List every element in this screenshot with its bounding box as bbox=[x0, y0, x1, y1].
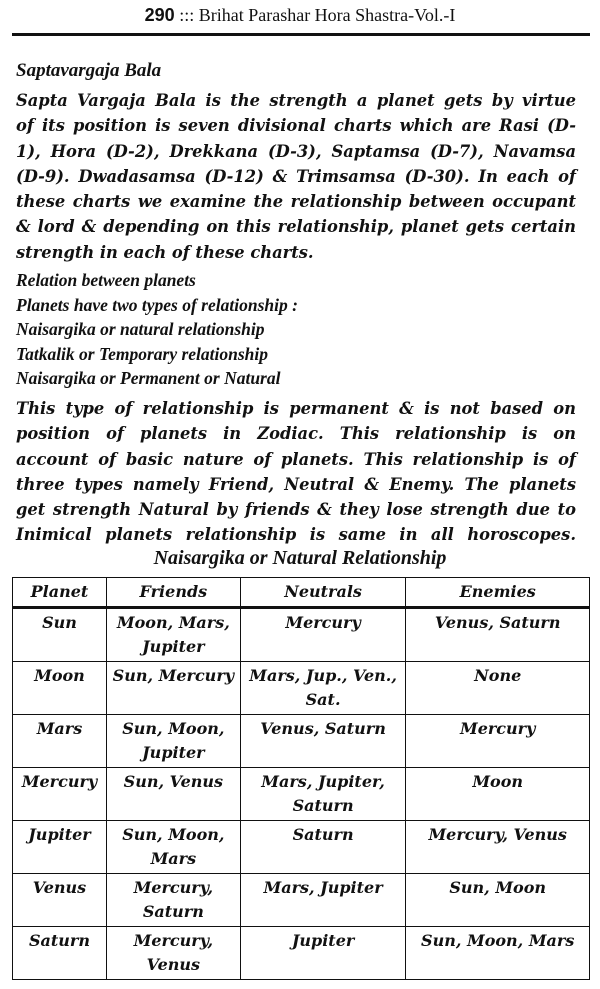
friends-cell: Sun, Venus bbox=[106, 768, 240, 821]
page-number: 290 bbox=[144, 5, 175, 25]
text-line: 1), Hora (D-2), Drekkana (D-3), Saptamsa (D-7), Navamsa bbox=[16, 141, 576, 161]
table-row bbox=[13, 768, 590, 821]
relationship-table bbox=[12, 577, 590, 980]
enemies-cell: Sun, Moon, Mars bbox=[406, 927, 590, 980]
friends-cell: Sun, Moon, Mars bbox=[106, 821, 240, 874]
table-row bbox=[13, 715, 590, 768]
text-line: these charts we examine the relationship between occupant bbox=[16, 192, 576, 212]
enemies-cell: Mercury, Venus bbox=[406, 821, 590, 874]
neutrals-cell: Mercury bbox=[240, 608, 406, 662]
relation-line: Naisargika or natural relationship bbox=[16, 319, 265, 339]
text-line: account of basic nature of planets. This relationship is of bbox=[16, 449, 576, 469]
header-rule bbox=[12, 33, 590, 36]
text-line: three types namely Friend, Neutral & Enemy. The planets bbox=[16, 474, 576, 494]
table-row bbox=[13, 821, 590, 874]
relation-line: Relation between planets bbox=[16, 270, 196, 290]
planet-cell: Venus bbox=[13, 874, 107, 927]
table-header-row bbox=[13, 578, 590, 608]
planet-cell: Moon bbox=[13, 662, 107, 715]
enemies-cell: Venus, Saturn bbox=[406, 608, 590, 662]
text-line: strength in each of these charts. bbox=[16, 242, 314, 262]
neutrals-cell: Saturn bbox=[240, 821, 406, 874]
table-row bbox=[13, 874, 590, 927]
page-header bbox=[0, 5, 600, 26]
friends-cell: Mercury, Saturn bbox=[106, 874, 240, 927]
header-neutrals: Neutrals bbox=[240, 578, 406, 608]
text-line: of its position is seven divisional charts which are Rasi (D- bbox=[16, 116, 576, 136]
neutrals-cell: Venus, Saturn bbox=[240, 715, 406, 768]
text-line: (D-9). Dwadasamsa (D-12) & Trimsamsa (D-30). In each of bbox=[16, 166, 576, 186]
text-line: Inimical planets relationship is same in all horoscopes. bbox=[16, 525, 576, 545]
paragraph-1 bbox=[16, 88, 576, 265]
header-planet: Planet bbox=[13, 578, 107, 608]
table-row bbox=[13, 662, 590, 715]
planet-cell: Saturn bbox=[13, 927, 107, 980]
table-row bbox=[13, 608, 590, 662]
table-row bbox=[13, 927, 590, 980]
planet-cell: Mercury bbox=[13, 768, 107, 821]
enemies-cell: Sun, Moon bbox=[406, 874, 590, 927]
text-line: This type of relationship is permanent & is not based on bbox=[16, 399, 576, 418]
table-title: Naisargika or Natural Relationship bbox=[153, 547, 447, 569]
planet-cell: Sun bbox=[13, 608, 107, 662]
text-line: Sapta Vargaja Bala is the strength a planet gets by virtue bbox=[16, 91, 576, 110]
relation-line: Planets have two types of relationship : bbox=[16, 294, 298, 315]
section-title: Saptavargaja Bala bbox=[16, 60, 162, 81]
text-line: & lord & depending on this relationship, planet gets certain bbox=[16, 217, 576, 237]
planet-cell: Jupiter bbox=[13, 821, 107, 874]
header-separator: ::: bbox=[179, 5, 195, 25]
neutrals-cell: Mars, Jupiter, Saturn bbox=[240, 768, 406, 821]
friends-cell: Sun, Mercury bbox=[106, 662, 240, 715]
text-line: get strength Natural by friends & they lose strength due to bbox=[16, 500, 576, 520]
paragraph-2 bbox=[16, 396, 576, 548]
neutrals-cell: Mars, Jupiter bbox=[240, 874, 406, 927]
neutrals-cell: Jupiter bbox=[240, 927, 406, 980]
friends-cell: Mercury, Venus bbox=[106, 927, 240, 980]
enemies-cell: Moon bbox=[406, 768, 590, 821]
friends-cell: Moon, Mars, Jupiter bbox=[106, 608, 240, 662]
header-enemies: Enemies bbox=[406, 578, 590, 608]
planet-cell: Mars bbox=[13, 715, 107, 768]
book-title: Brihat Parashar Hora Shastra-Vol.-I bbox=[198, 5, 456, 25]
enemies-cell: None bbox=[406, 662, 590, 715]
relations-list bbox=[16, 268, 298, 391]
enemies-cell: Mercury bbox=[406, 715, 590, 768]
relation-line: Naisargika or Permanent or Natural bbox=[16, 368, 281, 388]
text-line: position of planets in Zodiac. This relationship is on bbox=[16, 424, 576, 444]
header-friends: Friends bbox=[106, 578, 240, 608]
friends-cell: Sun, Moon, Jupiter bbox=[106, 715, 240, 768]
neutrals-cell: Mars, Jup., Ven., Sat. bbox=[240, 662, 406, 715]
relation-line: Tatkalik or Temporary relationship bbox=[16, 343, 269, 364]
